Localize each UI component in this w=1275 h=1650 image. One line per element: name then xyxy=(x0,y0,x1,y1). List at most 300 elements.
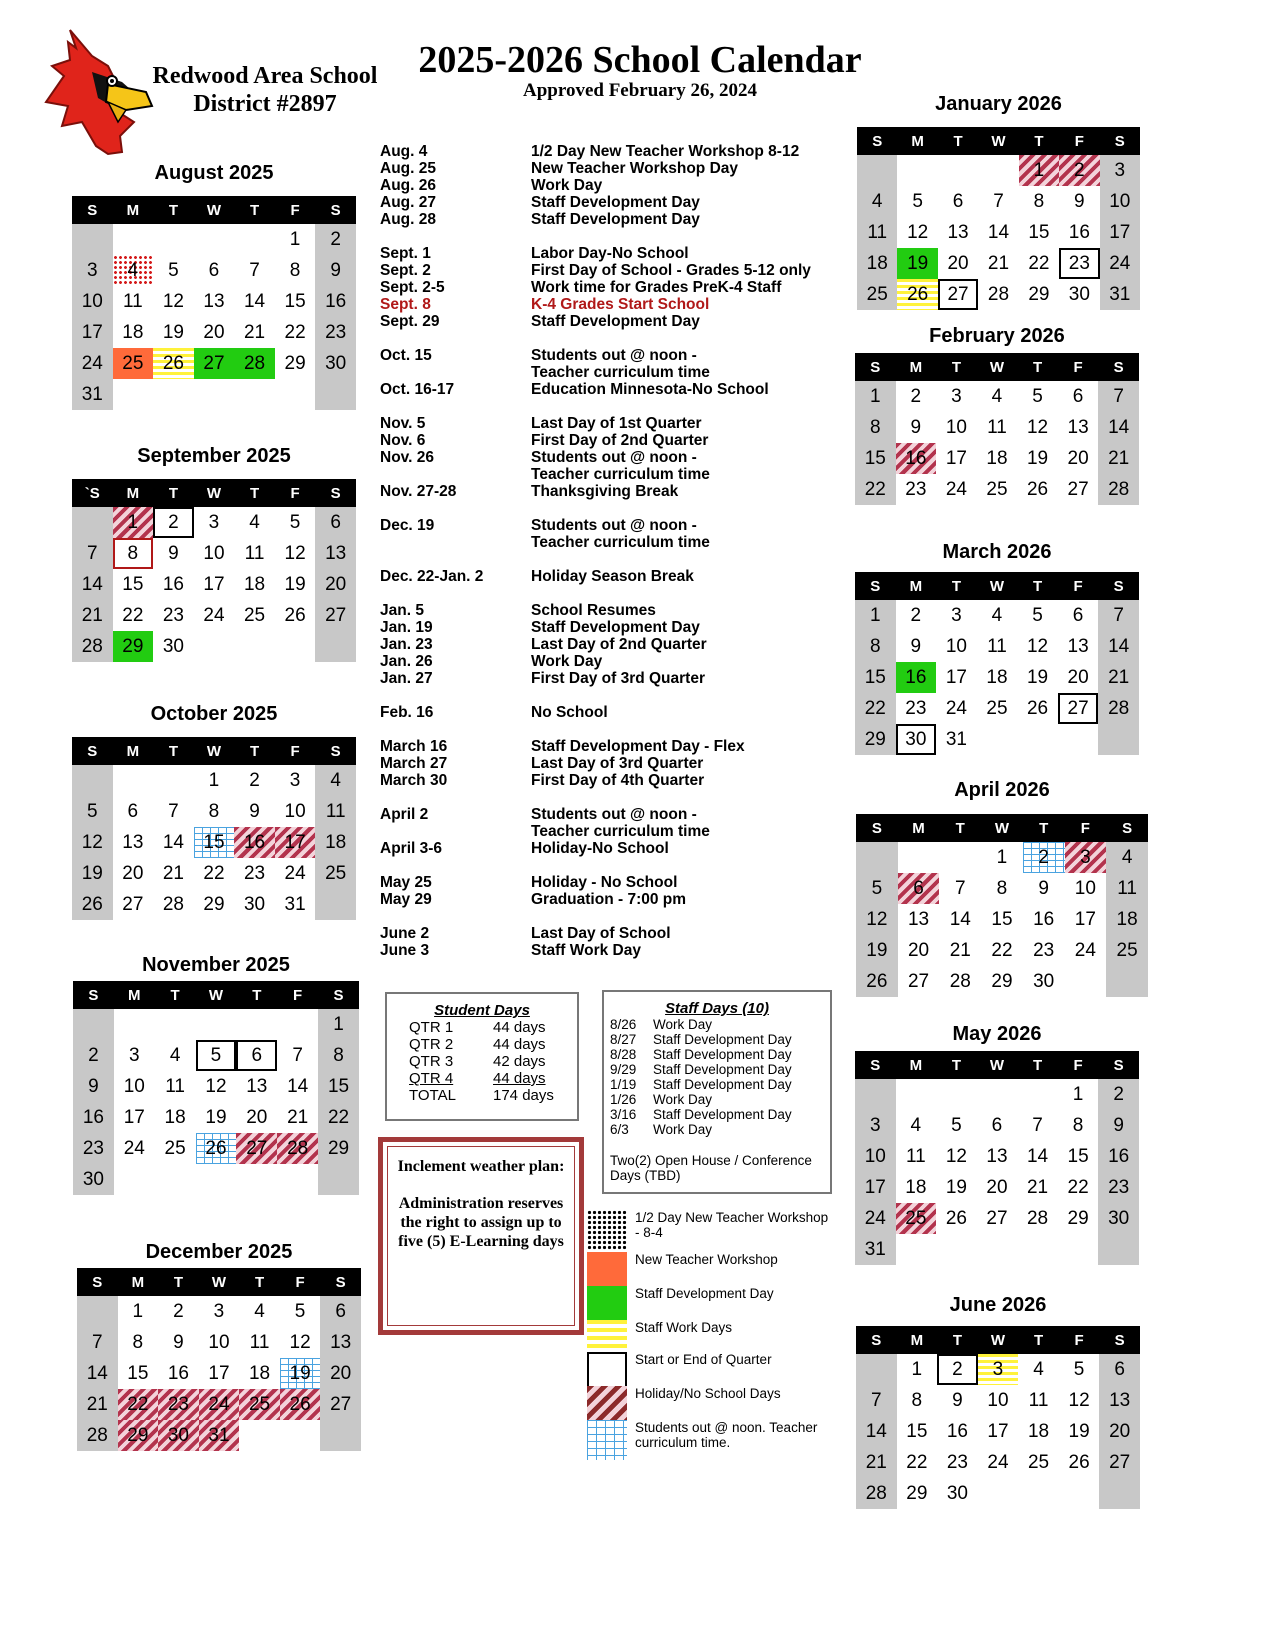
day-cell: 24 xyxy=(199,1389,240,1420)
empty-cell xyxy=(315,379,356,410)
event-description: Thanksgiving Break xyxy=(531,483,679,500)
day-cell: 24 xyxy=(1100,248,1140,279)
legend-item-half xyxy=(587,1210,830,1250)
day-cell: 21 xyxy=(1017,1172,1058,1203)
weekday-header: S xyxy=(1100,127,1140,155)
week-row xyxy=(856,966,1148,997)
empty-cell xyxy=(234,224,275,255)
event-spacer xyxy=(380,500,850,517)
empty-cell xyxy=(280,1420,321,1451)
day-cell: 1 xyxy=(275,224,316,255)
day-cell: 28 xyxy=(72,631,113,662)
day-cell: 20 xyxy=(977,1172,1018,1203)
month-title: December 2025 xyxy=(145,1241,293,1263)
staff-days-row xyxy=(604,1062,830,1077)
day-cell: 8 xyxy=(194,796,235,827)
day-cell: 23 xyxy=(234,858,275,889)
weekday-header: F xyxy=(1059,1326,1100,1354)
day-cell: 30 xyxy=(153,631,194,662)
event-row xyxy=(380,432,850,449)
week-row xyxy=(77,1389,361,1420)
day-cell: 29 xyxy=(118,1420,159,1451)
day-cell: 22 xyxy=(855,693,896,724)
day-cell: 9 xyxy=(1023,873,1065,904)
day-cell: 22 xyxy=(275,317,316,348)
day-cell: 13 xyxy=(236,1071,277,1102)
weather-plan-box xyxy=(378,1137,584,1335)
day-cell: 3 xyxy=(194,507,235,538)
day-cell: 1 xyxy=(897,1354,938,1385)
event-date: Aug. 25 xyxy=(380,160,436,177)
day-cell: 23 xyxy=(158,1389,199,1420)
day-cell: 20 xyxy=(1099,1416,1140,1447)
day-cell: 12 xyxy=(897,217,937,248)
day-cell: 9 xyxy=(234,796,275,827)
legend-label: Students out @ noon. Teacher curriculum time. xyxy=(635,1420,818,1450)
day-cell: 16 xyxy=(896,662,937,693)
empty-cell xyxy=(155,1164,196,1195)
week-row xyxy=(73,1133,359,1164)
empty-cell xyxy=(1018,1478,1059,1509)
day-cell: 8 xyxy=(855,412,896,443)
event-row xyxy=(380,177,850,194)
quarter-days: 44 days xyxy=(493,1036,546,1053)
event-date: Oct. 16-17 xyxy=(380,381,455,398)
day-cell: 29 xyxy=(113,631,154,662)
day-cell: 22 xyxy=(897,1447,938,1478)
day-cell: 2 xyxy=(937,1354,978,1385)
event-date: Sept. 1 xyxy=(380,245,431,262)
event-description: Staff Development Day xyxy=(531,194,700,211)
month-title: March 2026 xyxy=(942,541,1052,563)
day-cell: 18 xyxy=(977,662,1018,693)
weekday-header: S xyxy=(1106,814,1148,842)
staff-day-date: 1/19 xyxy=(610,1077,637,1092)
day-cell: 17 xyxy=(978,1416,1019,1447)
day-cell: 25 xyxy=(1018,1447,1059,1478)
week-row xyxy=(857,248,1140,279)
event-description: Staff Development Day xyxy=(531,211,700,228)
day-cell: 29 xyxy=(1019,279,1059,310)
week-row xyxy=(855,724,1139,755)
empty-cell xyxy=(978,155,1018,186)
day-cell: 13 xyxy=(938,217,978,248)
event-date: Jan. 27 xyxy=(380,670,433,687)
event-row xyxy=(380,891,850,908)
empty-cell xyxy=(77,1296,118,1327)
week-row xyxy=(72,224,356,255)
day-cell: 7 xyxy=(1098,381,1139,412)
day-cell: 28 xyxy=(77,1420,118,1451)
day-cell: 7 xyxy=(1098,600,1139,631)
empty-cell xyxy=(114,1164,155,1195)
day-cell: 2 xyxy=(1059,155,1099,186)
weekday-header: T xyxy=(936,572,977,600)
day-cell: 23 xyxy=(896,474,937,505)
weekday-header: W xyxy=(978,1326,1019,1354)
day-cell: 23 xyxy=(1023,935,1065,966)
month-title: May 2026 xyxy=(952,1023,1042,1045)
day-cell: 4 xyxy=(315,765,356,796)
event-description: First Day of School - Grades 5-12 only xyxy=(531,262,811,279)
day-cell: 23 xyxy=(896,693,937,724)
legend-label: Start or End of Quarter xyxy=(635,1352,772,1367)
day-cell: 24 xyxy=(114,1133,155,1164)
empty-cell xyxy=(153,379,194,410)
event-description: Graduation - 7:00 pm xyxy=(531,891,687,908)
event-row xyxy=(380,415,850,432)
day-cell: 13 xyxy=(113,827,154,858)
event-spacer xyxy=(380,789,850,806)
student-days-row xyxy=(387,1019,577,1036)
weekday-header: T xyxy=(153,737,194,765)
district-line-2: District #2897 xyxy=(193,91,337,117)
week-row xyxy=(72,569,356,600)
event-row xyxy=(380,279,850,296)
day-cell: 31 xyxy=(275,889,316,920)
event-spacer xyxy=(380,721,850,738)
month-grid xyxy=(72,196,356,410)
quarter-days: 44 days xyxy=(493,1070,546,1087)
event-spacer xyxy=(380,551,850,568)
week-row xyxy=(856,873,1148,904)
day-cell: 9 xyxy=(315,255,356,286)
day-cell: 15 xyxy=(855,662,896,693)
day-cell: 29 xyxy=(275,348,316,379)
month-title: August 2025 xyxy=(154,162,274,184)
staff-day-type: Work Day xyxy=(653,1092,713,1107)
event-date: Sept. 29 xyxy=(380,313,440,330)
day-cell: 5 xyxy=(280,1296,321,1327)
weekday-header: S xyxy=(857,127,897,155)
day-cell: 4 xyxy=(977,381,1018,412)
weekday-header: F xyxy=(1065,814,1107,842)
day-cell: 30 xyxy=(158,1420,199,1451)
weekday-header: W xyxy=(978,127,1018,155)
day-cell: 19 xyxy=(1017,443,1058,474)
weekday-header: M xyxy=(113,479,154,507)
day-cell: 12 xyxy=(1059,1385,1100,1416)
day-cell: 1 xyxy=(1058,1079,1099,1110)
day-cell: 20 xyxy=(1058,662,1099,693)
day-cell: 2 xyxy=(896,600,937,631)
day-cell: 6 xyxy=(1099,1354,1140,1385)
day-cell: 5 xyxy=(936,1110,977,1141)
day-cell: 21 xyxy=(234,317,275,348)
empty-cell xyxy=(72,507,113,538)
day-cell: 20 xyxy=(315,569,356,600)
weekday-header: F xyxy=(1058,572,1099,600)
day-cell: 19 xyxy=(856,935,898,966)
day-cell: 2 xyxy=(158,1296,199,1327)
day-cell: 24 xyxy=(936,474,977,505)
weekday-header: S xyxy=(315,479,356,507)
day-cell: 14 xyxy=(234,286,275,317)
quarter-label: QTR 4 xyxy=(409,1070,454,1087)
week-row xyxy=(855,412,1139,443)
week-row xyxy=(856,1478,1140,1509)
event-date: Aug. 4 xyxy=(380,143,428,160)
quarter-label: QTR 3 xyxy=(409,1053,454,1070)
empty-cell xyxy=(113,224,154,255)
day-cell: 5 xyxy=(897,186,937,217)
empty-cell xyxy=(977,1234,1018,1265)
staff-day-date: 8/28 xyxy=(610,1047,637,1062)
day-cell: 2 xyxy=(1098,1079,1139,1110)
event-date xyxy=(380,364,531,381)
day-cell: 24 xyxy=(855,1203,896,1234)
day-cell: 31 xyxy=(72,379,113,410)
day-cell: 3 xyxy=(1100,155,1140,186)
event-date: May 29 xyxy=(380,891,432,908)
day-cell: 29 xyxy=(855,724,896,755)
week-row xyxy=(855,1172,1139,1203)
event-row xyxy=(380,636,850,653)
empty-cell xyxy=(155,1009,196,1040)
day-cell: 9 xyxy=(153,538,194,569)
day-cell: 14 xyxy=(72,569,113,600)
day-cell: 20 xyxy=(898,935,940,966)
day-cell: 17 xyxy=(114,1102,155,1133)
day-cell: 6 xyxy=(1058,600,1099,631)
month-grid xyxy=(855,572,1139,755)
day-cell: 10 xyxy=(194,538,235,569)
event-date: Aug. 28 xyxy=(380,211,436,228)
day-cell: 25 xyxy=(1106,935,1148,966)
empty-cell xyxy=(196,1009,237,1040)
day-cell: 24 xyxy=(978,1447,1019,1478)
event-row xyxy=(380,568,850,585)
day-cell: 20 xyxy=(236,1102,277,1133)
student-days-row xyxy=(387,1087,577,1104)
month-grid xyxy=(856,814,1148,997)
day-cell: 17 xyxy=(72,317,113,348)
event-date: Nov. 27-28 xyxy=(380,483,457,500)
day-cell: 1 xyxy=(855,381,896,412)
week-row xyxy=(857,155,1140,186)
day-cell: 11 xyxy=(239,1327,280,1358)
day-cell: 12 xyxy=(72,827,113,858)
week-row xyxy=(857,217,1140,248)
event-row xyxy=(380,925,850,942)
day-cell: 7 xyxy=(277,1040,318,1071)
staff-day-date: 1/26 xyxy=(610,1092,637,1107)
week-row xyxy=(72,827,356,858)
event-description: Staff Development Day xyxy=(531,313,700,330)
event-row xyxy=(380,942,850,959)
day-cell: 22 xyxy=(318,1102,359,1133)
day-cell: 25 xyxy=(977,693,1018,724)
legend-item-noon xyxy=(587,1420,830,1460)
day-cell: 27 xyxy=(315,600,356,631)
event-description: Students out @ noon - xyxy=(531,806,697,823)
month-grid xyxy=(73,981,359,1195)
day-cell: 24 xyxy=(936,693,977,724)
day-cell: 10 xyxy=(1100,186,1140,217)
weekday-header: W xyxy=(194,737,235,765)
staff-day-type: Staff Development Day xyxy=(653,1062,792,1077)
weekday-header: T xyxy=(234,196,275,224)
event-date: Dec. 19 xyxy=(380,517,435,534)
event-row xyxy=(380,160,850,177)
day-cell: 27 xyxy=(320,1389,361,1420)
day-cell: 7 xyxy=(234,255,275,286)
event-date: March 27 xyxy=(380,755,448,772)
staff-days-row xyxy=(604,1017,830,1032)
empty-cell xyxy=(234,379,275,410)
week-row xyxy=(855,693,1139,724)
day-cell: 11 xyxy=(977,631,1018,662)
week-row xyxy=(72,600,356,631)
event-row xyxy=(380,738,850,755)
quarter-label: TOTAL xyxy=(409,1087,456,1104)
day-cell: 15 xyxy=(855,443,896,474)
month-grid xyxy=(855,1051,1139,1265)
day-cell: 16 xyxy=(73,1102,114,1133)
day-cell: 15 xyxy=(1019,217,1059,248)
weekday-header: T xyxy=(939,814,981,842)
day-cell: 28 xyxy=(1017,1203,1058,1234)
week-row xyxy=(856,1416,1140,1447)
event-description: Last Day of 3rd Quarter xyxy=(531,755,704,772)
weekday-header: M xyxy=(896,1051,937,1079)
day-cell: 18 xyxy=(1106,904,1148,935)
empty-cell xyxy=(1098,1234,1139,1265)
weekday-header: S xyxy=(1098,572,1139,600)
week-row xyxy=(72,796,356,827)
day-cell: 17 xyxy=(194,569,235,600)
week-row xyxy=(72,631,356,662)
week-row xyxy=(856,935,1148,966)
week-row xyxy=(73,1164,359,1195)
empty-cell xyxy=(898,842,940,873)
day-cell: 29 xyxy=(194,889,235,920)
legend-swatch xyxy=(587,1420,627,1460)
weekday-header: F xyxy=(1058,1051,1099,1079)
legend-label: Staff Development Day xyxy=(635,1286,774,1301)
week-row xyxy=(855,662,1139,693)
day-cell: 26 xyxy=(275,600,316,631)
day-cell: 6 xyxy=(236,1040,277,1071)
weekday-header: T xyxy=(1023,814,1065,842)
day-cell: 15 xyxy=(981,904,1023,935)
day-cell: 3 xyxy=(199,1296,240,1327)
event-description: Work Day xyxy=(531,177,603,194)
day-cell: 19 xyxy=(275,569,316,600)
day-cell: 6 xyxy=(977,1110,1018,1141)
empty-cell xyxy=(1106,966,1148,997)
day-cell: 16 xyxy=(896,443,937,474)
legend-swatch xyxy=(587,1210,627,1250)
month-title: October 2025 xyxy=(150,703,278,725)
day-cell: 20 xyxy=(938,248,978,279)
empty-cell xyxy=(1017,1234,1058,1265)
event-row xyxy=(380,347,850,364)
day-cell: 17 xyxy=(199,1358,240,1389)
day-cell: 24 xyxy=(1065,935,1107,966)
day-cell: 7 xyxy=(856,1385,897,1416)
day-cell: 7 xyxy=(939,873,981,904)
day-cell: 30 xyxy=(1059,279,1099,310)
day-cell: 19 xyxy=(1059,1416,1100,1447)
staff-day-type: Work Day xyxy=(653,1017,713,1032)
day-cell: 18 xyxy=(113,317,154,348)
empty-cell xyxy=(1059,1478,1100,1509)
empty-cell xyxy=(936,1234,977,1265)
weekday-header: F xyxy=(275,737,316,765)
day-cell: 19 xyxy=(280,1358,321,1389)
empty-cell xyxy=(1098,724,1139,755)
weekday-header: S xyxy=(1098,1051,1139,1079)
event-row xyxy=(380,449,850,466)
day-cell: 4 xyxy=(977,600,1018,631)
day-cell: 18 xyxy=(239,1358,280,1389)
day-cell: 13 xyxy=(1058,631,1099,662)
day-cell: 13 xyxy=(315,538,356,569)
event-date: Jan. 5 xyxy=(380,602,424,619)
day-cell: 19 xyxy=(1017,662,1058,693)
day-cell: 14 xyxy=(856,1416,897,1447)
day-cell: 15 xyxy=(897,1416,938,1447)
event-description: Labor Day-No School xyxy=(531,245,689,262)
day-cell: 16 xyxy=(153,569,194,600)
day-cell: 22 xyxy=(194,858,235,889)
day-cell: 21 xyxy=(1098,443,1139,474)
event-date: Sept. 8 xyxy=(380,296,431,313)
month-grid xyxy=(855,353,1139,505)
event-description: Students out @ noon - xyxy=(531,347,697,364)
weather-plan-title: Inclement weather plan: xyxy=(397,1158,565,1175)
day-cell: 10 xyxy=(936,631,977,662)
week-row xyxy=(855,1110,1139,1141)
empty-cell xyxy=(1065,966,1107,997)
weekday-header: T xyxy=(936,1051,977,1079)
event-description: Holiday - No School xyxy=(531,874,678,891)
staff-day-date: 8/26 xyxy=(610,1017,637,1032)
day-cell: 5 xyxy=(1017,600,1058,631)
day-cell: 26 xyxy=(1059,1447,1100,1478)
weekday-header: T xyxy=(239,1268,280,1296)
day-cell: 6 xyxy=(113,796,154,827)
day-cell: 17 xyxy=(855,1172,896,1203)
day-cell: 27 xyxy=(1058,693,1099,724)
event-row xyxy=(380,704,850,721)
week-row xyxy=(856,1385,1140,1416)
empty-cell xyxy=(315,889,356,920)
empty-cell xyxy=(275,631,316,662)
weekday-header: T xyxy=(234,737,275,765)
event-description: Teacher curriculum time xyxy=(531,364,710,381)
event-date: Sept. 2 xyxy=(380,262,431,279)
staff-day-date: 6/3 xyxy=(610,1122,629,1137)
day-cell: 25 xyxy=(155,1133,196,1164)
empty-cell xyxy=(194,379,235,410)
day-cell: 6 xyxy=(320,1296,361,1327)
page-title: 2025-2026 School Calendar xyxy=(418,39,862,81)
week-row xyxy=(857,186,1140,217)
week-row xyxy=(855,1203,1139,1234)
empty-cell xyxy=(315,631,356,662)
weekday-header: W xyxy=(196,981,237,1009)
event-date: Feb. 16 xyxy=(380,704,434,721)
student-days-row xyxy=(387,1036,577,1053)
event-date xyxy=(380,466,531,483)
empty-cell xyxy=(978,1478,1019,1509)
weekday-header: F xyxy=(1058,353,1099,381)
event-description: Students out @ noon - xyxy=(531,517,697,534)
weekday-header: W xyxy=(194,479,235,507)
event-description: Work Day xyxy=(531,653,603,670)
